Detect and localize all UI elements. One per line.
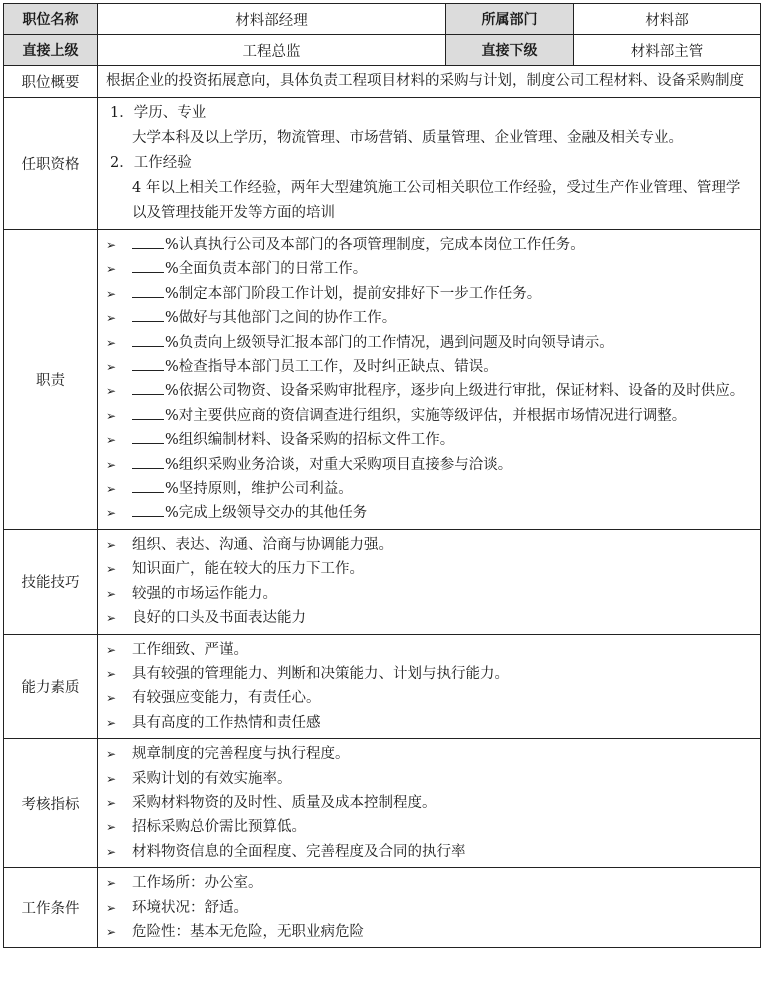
bullet-arrow-icon: ➢ <box>106 562 117 577</box>
summary-text: 根据企业的投资拓展意向，具体负责工程项目材料的采购与计划，制度公司工程材料、设备采购制度 <box>98 66 761 98</box>
direct-subordinate-label: 直接下级 <box>446 35 574 66</box>
bullet-arrow-icon: ➢ <box>106 482 117 497</box>
direct-superior-value: 工程总监 <box>98 35 446 66</box>
qualifications-content <box>98 98 761 230</box>
percent-blank <box>132 332 164 347</box>
position-name-value: 材料部经理 <box>98 4 446 35</box>
duty-item <box>106 331 752 355</box>
qualification-education-text: 大学本科及以上学历，物流管理、市场营销、质量管理、企业管理、金融及相关专业。 <box>132 130 683 146</box>
duty-text: %制定本部门阶段工作计划，提前安排好下一步工作任务。 <box>165 285 542 302</box>
bullet-arrow-icon: ➢ <box>106 900 117 915</box>
kpi-text: 规章制度的完善程度与执行程度。 <box>132 746 350 763</box>
bullet-arrow-icon: ➢ <box>106 384 117 399</box>
percent-blank <box>132 258 164 273</box>
ability-text: 有较强应变能力，有责任心。 <box>132 690 321 707</box>
bullet-arrow-icon: ➢ <box>106 360 117 375</box>
duty-item <box>106 257 752 281</box>
duty-text: %坚持原则，维护公司利益。 <box>165 481 353 498</box>
qualifications-label: 任职资格 <box>4 98 98 230</box>
duty-item <box>106 306 752 330</box>
conditions-label: 工作条件 <box>4 868 98 948</box>
job-description-table <box>3 3 761 948</box>
header-row-2 <box>4 35 761 66</box>
bullet-arrow-icon: ➢ <box>106 795 117 810</box>
duty-text: %做好与其他部门之间的协作工作。 <box>165 310 397 327</box>
skill-item <box>106 582 752 606</box>
kpi-text: 招标采购总价需比预算低。 <box>132 819 306 836</box>
duty-text: %检查指导本部门员工工作，及时纠正缺点、错误。 <box>165 359 498 376</box>
bullet-arrow-icon: ➢ <box>106 642 117 657</box>
qualification-education-title: 1．学历、专业 <box>110 105 207 121</box>
condition-item <box>106 896 752 920</box>
bullet-arrow-icon: ➢ <box>106 820 117 835</box>
bullet-arrow-icon: ➢ <box>106 611 117 626</box>
bullet-arrow-icon: ➢ <box>106 433 117 448</box>
percent-blank <box>132 405 164 420</box>
duty-text: %对主要供应商的资信调查进行组织，实施等级评估，并根据市场情况进行调整。 <box>165 407 687 424</box>
conditions-row <box>4 868 761 948</box>
skill-text: 较强的市场运作能力。 <box>132 585 277 602</box>
bullet-arrow-icon: ➢ <box>106 715 117 730</box>
duties-label: 职责 <box>4 230 98 530</box>
ability-text: 具有较强的管理能力、判断和决策能力、计划与执行能力。 <box>132 665 509 682</box>
bullet-arrow-icon: ➢ <box>106 666 117 681</box>
header-row-1 <box>4 4 761 35</box>
department-label: 所属部门 <box>446 4 574 35</box>
skill-item <box>106 557 752 581</box>
kpi-item <box>106 840 752 864</box>
percent-blank <box>132 478 164 493</box>
percent-blank <box>132 356 164 371</box>
skill-item <box>106 533 752 557</box>
bullet-arrow-icon: ➢ <box>106 506 117 521</box>
ability-text: 具有高度的工作热情和责任感 <box>132 714 321 731</box>
bullet-arrow-icon: ➢ <box>106 844 117 859</box>
duty-text: %完成上级领导交办的其他任务 <box>165 505 368 522</box>
bullet-arrow-icon: ➢ <box>106 876 117 891</box>
percent-blank <box>132 502 164 517</box>
condition-text: 环境状况：舒适。 <box>132 899 248 916</box>
percent-blank <box>132 234 164 249</box>
percent-blank <box>132 283 164 298</box>
direct-superior-label: 直接上级 <box>4 35 98 66</box>
kpi-item <box>106 815 752 839</box>
kpi-text: 采购计划的有效实施率。 <box>132 770 292 787</box>
bullet-arrow-icon: ➢ <box>106 586 117 601</box>
duty-item <box>106 477 752 501</box>
duty-item <box>106 355 752 379</box>
duty-item <box>106 501 752 525</box>
skills-label: 技能技巧 <box>4 529 98 634</box>
kpi-text: 采购材料物资的及时性、质量及成本控制程度。 <box>132 794 437 811</box>
duties-row <box>4 230 761 530</box>
skill-text: 知识面广，能在较大的压力下工作。 <box>132 561 364 578</box>
ability-text: 工作细致、严谨。 <box>132 641 248 658</box>
percent-blank <box>132 429 164 444</box>
kpi-item <box>106 767 752 791</box>
abilities-content <box>98 634 761 739</box>
bullet-arrow-icon: ➢ <box>106 262 117 277</box>
kpi-text: 材料物资信息的全面程度、完善程度及合同的执行率 <box>132 843 466 860</box>
duty-item <box>106 379 752 403</box>
skills-content <box>98 529 761 634</box>
ability-item <box>106 686 752 710</box>
qualification-experience-text: 4 年以上相关工作经验，两年大型建筑施工公司相关职位工作经验，受过生产作业管理、管理学以及管理技能开发等方面的培训 <box>132 180 741 221</box>
direct-subordinate-value: 材料部主管 <box>574 35 761 66</box>
kpis-row <box>4 739 761 868</box>
bullet-arrow-icon: ➢ <box>106 311 117 326</box>
percent-blank <box>132 380 164 395</box>
kpis-label: 考核指标 <box>4 739 98 868</box>
duty-item <box>106 404 752 428</box>
skills-row <box>4 529 761 634</box>
summary-label: 职位概要 <box>4 66 98 98</box>
ability-item <box>106 711 752 735</box>
abilities-row <box>4 634 761 739</box>
conditions-content <box>98 868 761 948</box>
percent-blank <box>132 307 164 322</box>
duty-text: %负责向上级领导汇报本部门的工作情况，遇到问题及时向领导请示。 <box>165 334 614 351</box>
duty-text: %全面负责本部门的日常工作。 <box>165 261 368 278</box>
percent-blank <box>132 454 164 469</box>
bullet-arrow-icon: ➢ <box>106 537 117 552</box>
skill-text: 良好的口头及书面表达能力 <box>132 610 306 627</box>
ability-item <box>106 662 752 686</box>
bullet-arrow-icon: ➢ <box>106 286 117 301</box>
bullet-arrow-icon: ➢ <box>106 691 117 706</box>
ability-item <box>106 638 752 662</box>
bullet-arrow-icon: ➢ <box>106 408 117 423</box>
summary-row <box>4 66 761 98</box>
bullet-arrow-icon: ➢ <box>106 238 117 252</box>
abilities-label: 能力素质 <box>4 634 98 739</box>
condition-text: 工作场所：办公室。 <box>132 875 263 892</box>
duty-item <box>106 428 752 452</box>
bullet-arrow-icon: ➢ <box>106 924 117 939</box>
duty-text: %依据公司物资、设备采购审批程序，逐步向上级进行审批，保证材料、设备的及时供应。 <box>165 383 745 400</box>
kpis-content <box>98 739 761 868</box>
duty-item <box>106 453 752 477</box>
condition-text: 危险性：基本无危险，无职业病危险 <box>132 923 364 940</box>
kpi-item <box>106 742 752 766</box>
duty-item <box>106 233 752 257</box>
duty-text: %认真执行公司及本部门的各项管理制度，完成本岗位工作任务。 <box>165 237 585 253</box>
duty-text: %组织编制材料、设备采购的招标文件工作。 <box>165 432 455 449</box>
bullet-arrow-icon: ➢ <box>106 335 117 350</box>
department-value: 材料部 <box>574 4 761 35</box>
duty-item <box>106 282 752 306</box>
duties-content <box>98 230 761 530</box>
condition-item <box>106 920 752 944</box>
bullet-arrow-icon: ➢ <box>106 747 117 762</box>
duty-text: %组织采购业务洽谈，对重大采购项目直接参与洽谈。 <box>165 456 513 473</box>
skill-text: 组织、表达、沟通、洽商与协调能力强。 <box>132 536 393 553</box>
condition-item <box>106 871 752 895</box>
skill-item <box>106 606 752 630</box>
bullet-arrow-icon: ➢ <box>106 457 117 472</box>
bullet-arrow-icon: ➢ <box>106 771 117 786</box>
position-name-label: 职位名称 <box>4 4 98 35</box>
qualifications-row <box>4 98 761 230</box>
qualification-experience-title: 2．工作经验 <box>110 155 192 171</box>
kpi-item <box>106 791 752 815</box>
